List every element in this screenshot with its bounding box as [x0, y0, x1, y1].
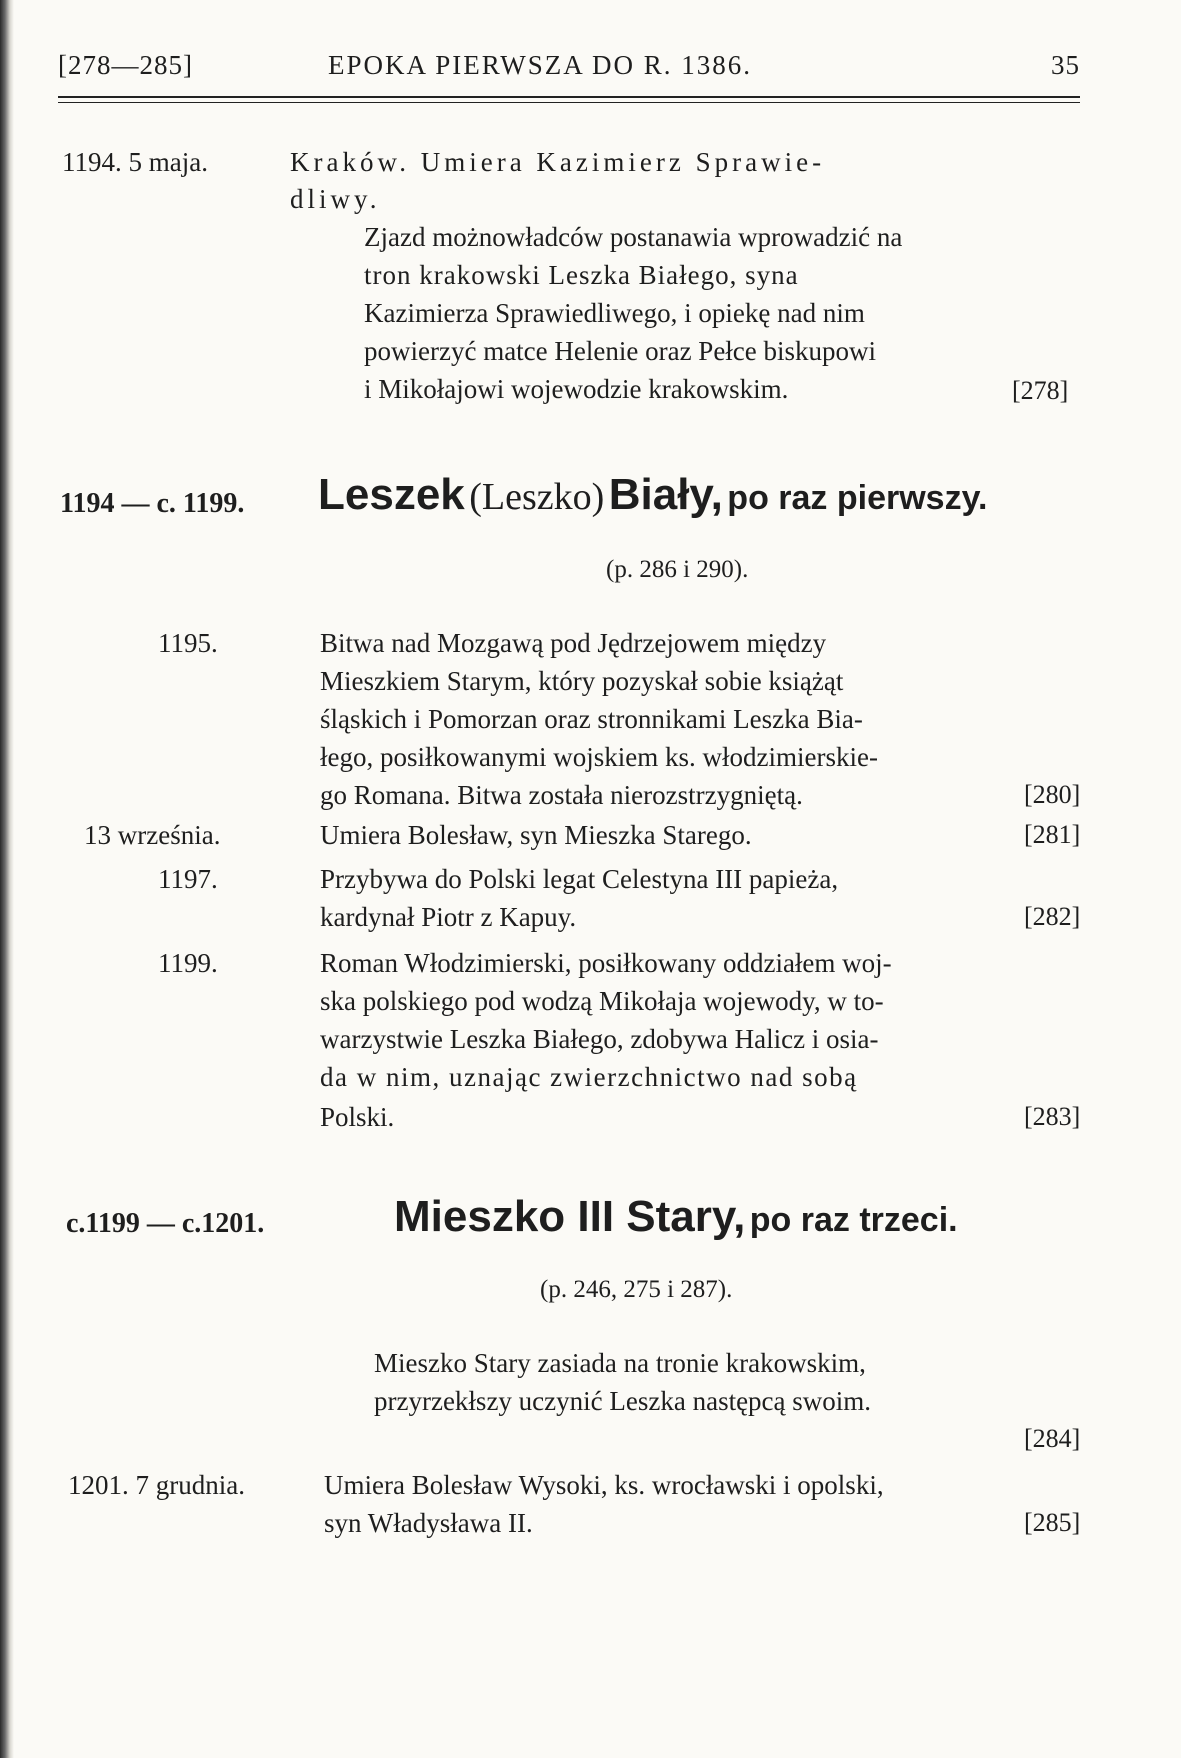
reign-date: 1194 — c. 1199.: [60, 488, 245, 519]
entry-line: Roman Włodzimierski, posiłkowany oddziałem woj-: [320, 948, 892, 978]
entry-ref: [283]: [1024, 1102, 1081, 1131]
entry-ref: [280]: [1024, 780, 1081, 809]
header-range: [278—285]: [58, 50, 193, 80]
entry-line: tron krakowski Leszka Białego, syna: [364, 260, 799, 290]
reign-title: [318, 470, 987, 520]
entry-line: Bitwa nad Mozgawą pod Jędrzejowem między: [320, 628, 827, 658]
entry-date: 13 września.: [84, 820, 221, 850]
ruler-epithet: Biały,: [608, 470, 723, 519]
entry-line: Umiera Bolesław Wysoki, ks. wrocławski i opolski,: [324, 1470, 884, 1500]
entry-ref: [281]: [1024, 820, 1081, 849]
header-rule-bottom: [58, 102, 1080, 103]
running-header: [58, 50, 1080, 90]
reign-note: po raz trzeci.: [749, 1201, 958, 1239]
entry-line: Zjazd możnowładców postanawia wprowadzić na: [364, 222, 903, 252]
entry-line: powierzyć matce Helenie oraz Pełce biskupowi: [364, 336, 877, 366]
entry-line: dliwy.: [290, 184, 381, 214]
ruler-name: Mieszko III Stary,: [394, 1192, 746, 1241]
header-title: EPOKA PIERWSZA DO R. 1386.: [328, 50, 753, 80]
reign-title: [394, 1192, 958, 1242]
entry-ref: [285]: [1024, 1508, 1081, 1537]
entry-line: Przybywa do Polski legat Celestyna III papieża,: [320, 864, 839, 894]
entry-date: 1199.: [158, 948, 218, 978]
entry-date: 1194. 5 maja.: [62, 147, 208, 177]
entry-line: syn Władysława II.: [324, 1508, 533, 1538]
entry-ref: [284]: [1024, 1424, 1081, 1453]
entry-line: go Romana. Bitwa została nierozstrzygniętą.: [320, 780, 803, 810]
entry-line: przyrzekłszy uczynić Leszka następcą swoim.: [374, 1386, 872, 1416]
page-number: 35: [1051, 50, 1080, 80]
entry-line: śląskich i Pomorzan oraz stronnikami Leszka Bia-: [320, 704, 863, 734]
entry-line: ska polskiego pod wodzą Mikołaja wojewody, w to-: [320, 986, 884, 1016]
entry-date: 1201. 7 grudnia.: [68, 1470, 245, 1500]
entry-line: Mieszko Stary zasiada na tronie krakowskim,: [374, 1348, 866, 1378]
reign-crossref: (p. 246, 275 i 287).: [540, 1276, 733, 1303]
ruler-alias: (Leszko): [469, 476, 605, 518]
entry-line: Umiera Bolesław, syn Mieszka Starego.: [320, 820, 752, 850]
entry-ref: [278]: [1012, 376, 1069, 405]
entry-line: kardynał Piotr z Kapuy.: [320, 902, 577, 932]
entry-line: Mieszkiem Starym, który pozyskał sobie książąt: [320, 666, 844, 696]
reign-note: po raz pierwszy.: [727, 479, 988, 517]
reign-date: c.1199 — c.1201.: [66, 1208, 265, 1239]
entry-line: Kraków. Umiera Kazimierz Sprawie-: [290, 147, 826, 177]
entry-line: da w nim, uznając zwierzchnictwo nad sobą: [320, 1062, 858, 1092]
entry-date: 1195.: [158, 628, 218, 658]
entry-ref: [282]: [1024, 902, 1081, 931]
header-rule-top: [58, 96, 1080, 98]
entry-line: warzystwie Leszka Białego, zdobywa Halicz i osia-: [320, 1024, 879, 1054]
entry-line: Kazimierza Sprawiedliwego, i opiekę nad nim: [364, 298, 865, 328]
reign-crossref: (p. 286 i 290).: [606, 556, 749, 583]
entry-date: 1197.: [158, 864, 218, 894]
ruler-name: Leszek: [318, 470, 465, 519]
entry-line: Polski.: [320, 1102, 395, 1132]
entry-line: i Mikołajowi wojewodzie krakowskim.: [364, 374, 789, 404]
entry-line: łego, posiłkowanymi wojskiem ks. włodzimierskie-: [320, 742, 878, 772]
page-binding-edge: [0, 0, 14, 1758]
